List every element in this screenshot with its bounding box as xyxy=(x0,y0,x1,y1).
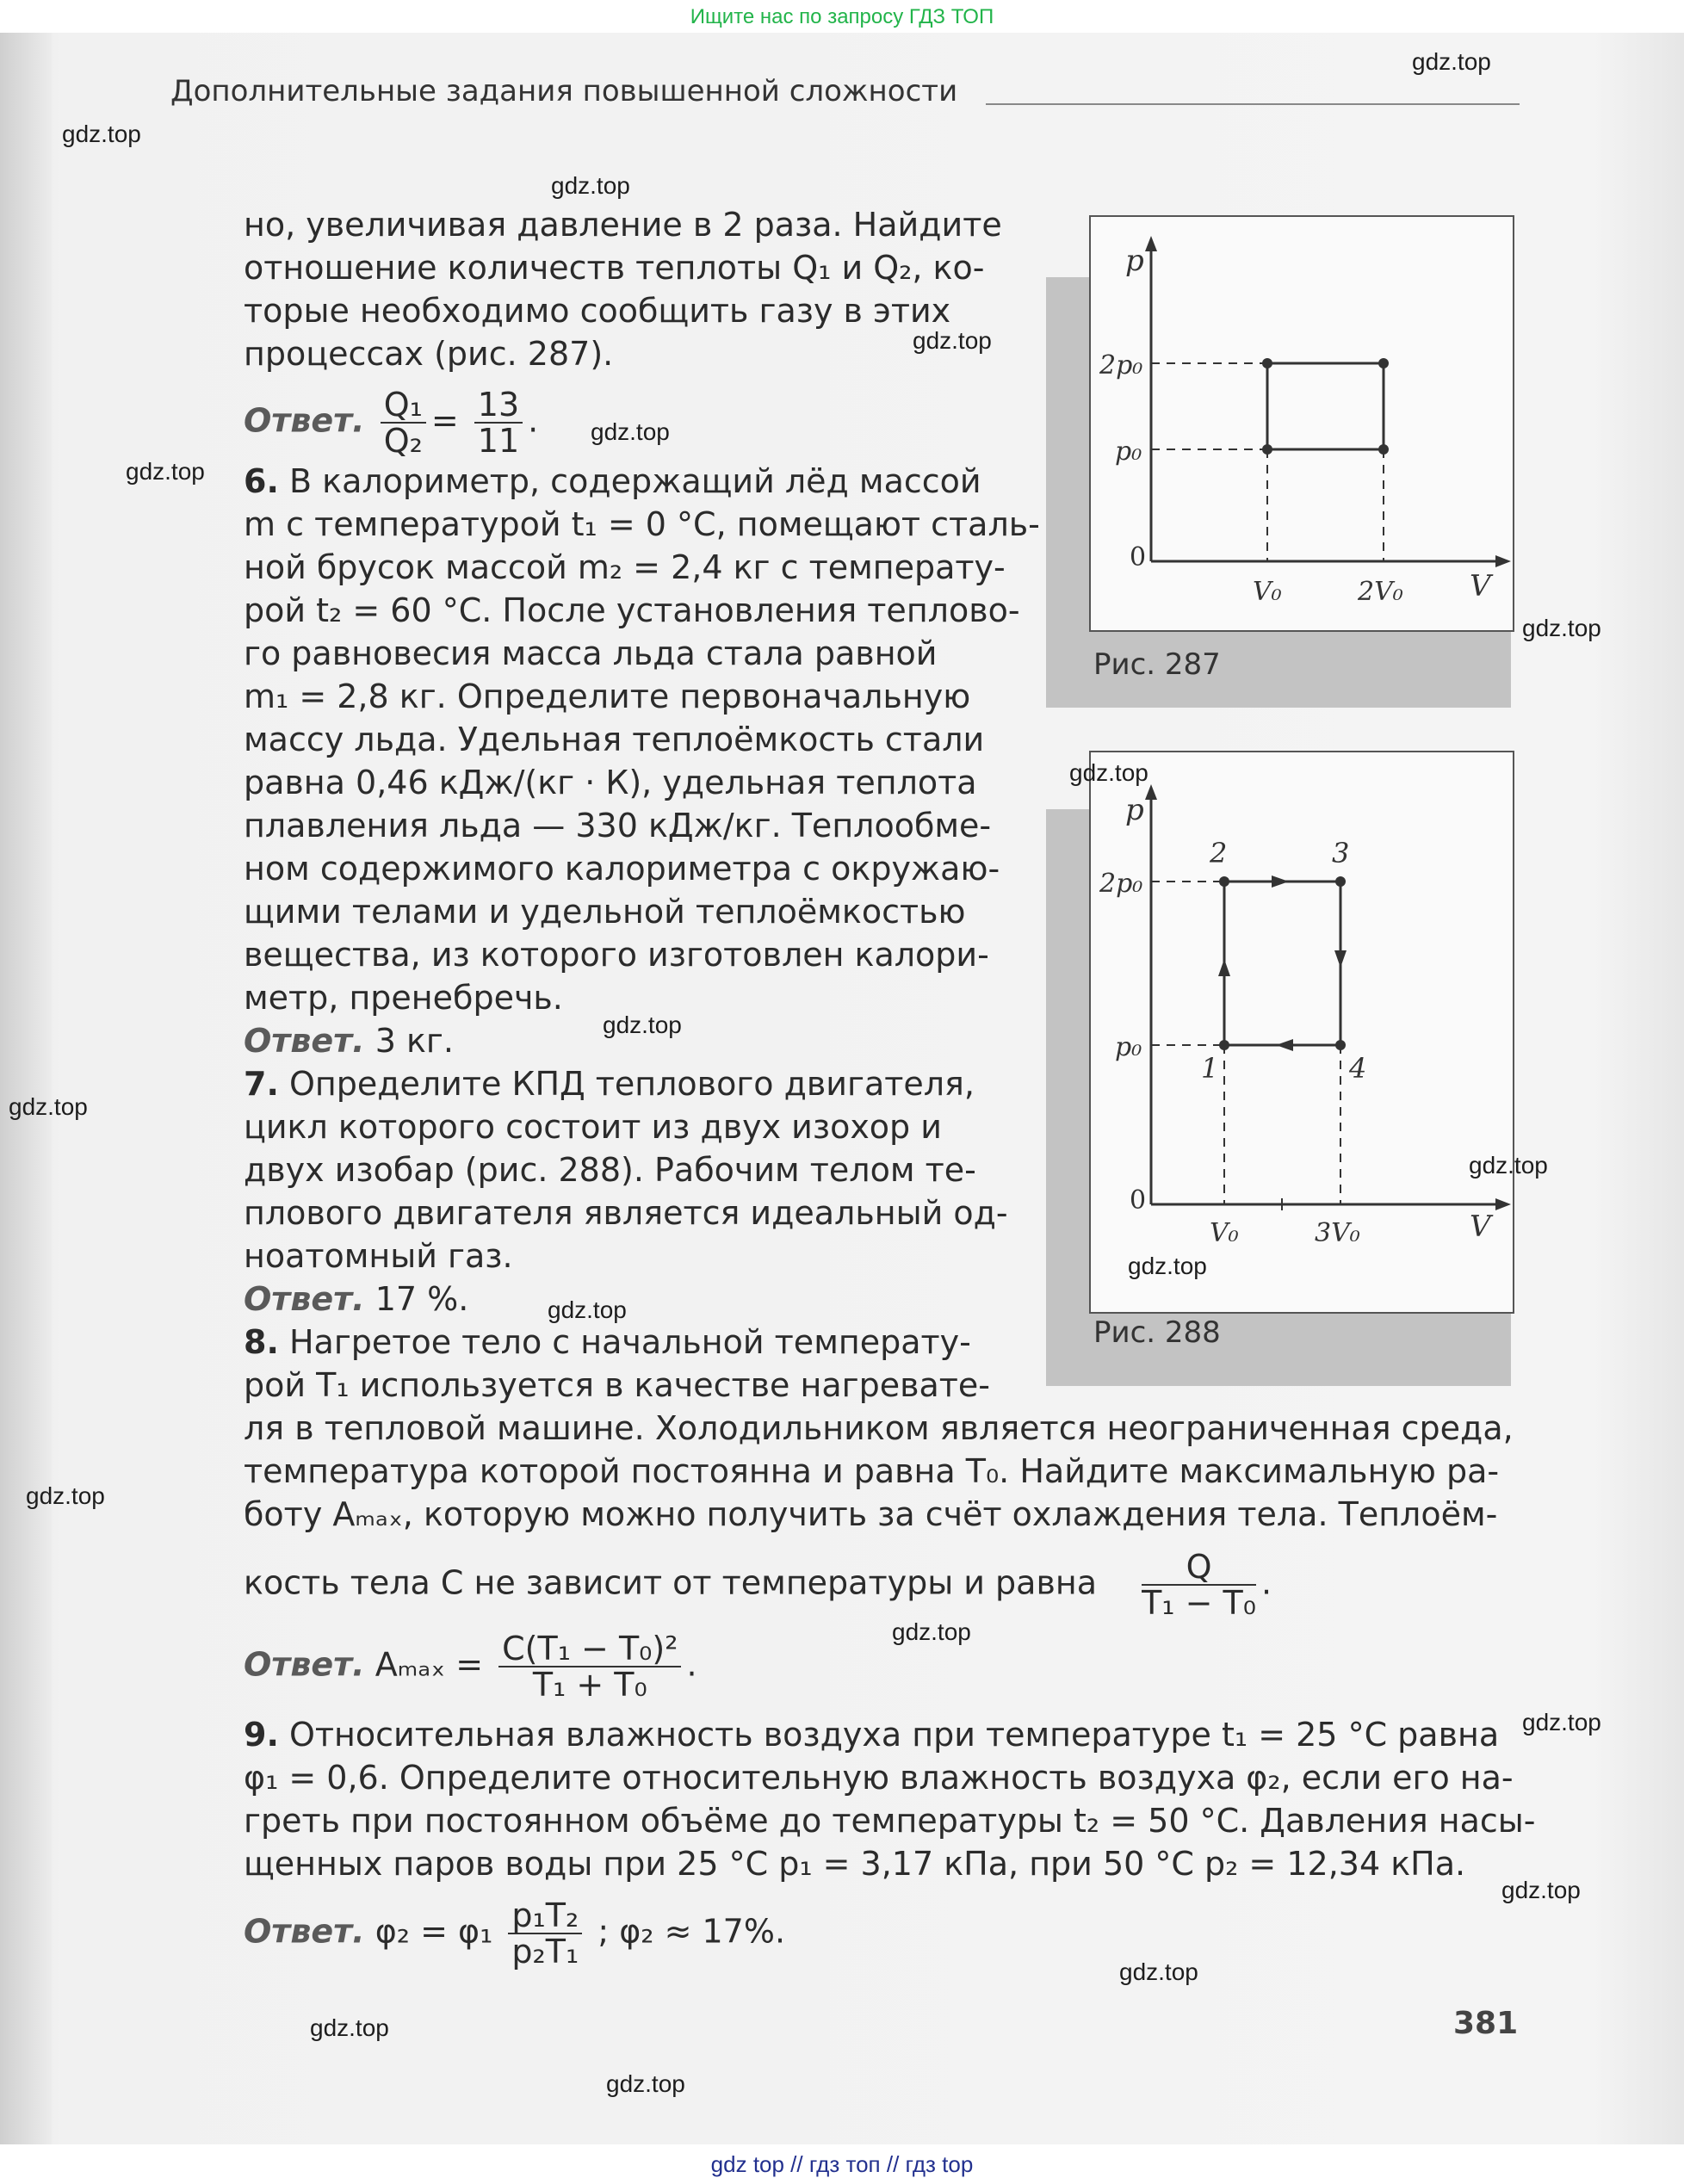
figure-288-plot xyxy=(1091,752,1513,1312)
text-line: плового двигателя является идеальный од- xyxy=(244,1194,1008,1232)
text-line: щими телами и удельной теплоёмкостью xyxy=(244,893,966,931)
watermark: gdz.top xyxy=(913,327,992,354)
answer-value: 17 %. xyxy=(375,1280,469,1318)
bottom-banner[interactable]: gdz top // гдз топ // гдз top xyxy=(0,2144,1684,2184)
answer-rhs: ; φ₂ ≈ 17%. xyxy=(597,1912,786,1951)
answer-8: Ответ. Aₘₐₓ = $\frac{\text{C(T₁ − T₀)²}}{\text{T₁ + T₀}}$ . xyxy=(244,1630,697,1704)
x-tick-label: 2V₀ xyxy=(1358,577,1403,607)
y-tick-label: 2p₀ xyxy=(1099,350,1143,380)
state-point xyxy=(1378,358,1389,368)
problem-number: 7. xyxy=(244,1065,279,1103)
watermark: gdz.top xyxy=(1069,759,1148,786)
state-point xyxy=(1219,876,1229,887)
arrow-right-icon xyxy=(1272,875,1289,888)
text-line: метр, пренебречь. xyxy=(244,979,563,1017)
text-line: m₁ = 2,8 кг. Определите первоначальную xyxy=(244,677,971,715)
text-line: греть при постоянном объёме до температуры t₂ = 50 °С. Давления насы- xyxy=(244,1802,1536,1840)
fraction-numerator: C(T₁ − T₀)² xyxy=(498,1631,681,1667)
watermark: gdz.top xyxy=(551,172,630,199)
answer-label: Ответ. xyxy=(244,1280,365,1318)
text-line: плавления льда — 330 кДж/кг. Теплообме- xyxy=(244,807,992,845)
answer-label: Ответ. xyxy=(244,1022,365,1060)
text-line: го равновесия масса льда стала равной xyxy=(244,634,938,672)
answer-6 xyxy=(244,1019,454,1062)
watermark: gdz.top xyxy=(591,418,670,445)
watermark: gdz.top xyxy=(26,1482,105,1509)
answer-label: Ответ. xyxy=(244,1912,365,1951)
arrow-left-icon xyxy=(1276,1039,1293,1051)
top-banner[interactable]: Ищите нас по запросу ГДЗ ТОП xyxy=(0,0,1684,33)
process-rectangle xyxy=(1267,363,1384,449)
figure-287 xyxy=(1089,215,1514,632)
watermark: gdz.top xyxy=(9,1093,88,1120)
text-line: m с температурой t₁ = 0 °С, помещают сталь- xyxy=(244,505,1040,543)
state-point xyxy=(1262,358,1272,368)
text-line: ля в тепловой машине. Холодильником является неограниченная среда, xyxy=(244,1409,1514,1447)
text-line: но, увеличивая давление в 2 раза. Найдите xyxy=(244,206,1002,244)
state-point xyxy=(1262,444,1272,455)
fraction-denominator: Q₂ xyxy=(383,422,423,460)
text-line: Определите КПД теплового двигателя, xyxy=(288,1065,975,1103)
state-label: 2 xyxy=(1210,837,1228,869)
x-axis-arrow-icon xyxy=(1495,1198,1511,1210)
answer-lhs: Aₘₐₓ = xyxy=(375,1645,484,1684)
fraction-heat-capacity xyxy=(1142,1550,1256,1620)
arrow-down-icon xyxy=(1334,950,1347,968)
fraction-value xyxy=(474,387,523,458)
y-tick-label: 2p₀ xyxy=(1099,869,1143,899)
x-axis-label: V xyxy=(1470,569,1491,603)
text-line: боту Aₘₐₓ, которую можно получить за счёт охлаждения тела. Теплоём- xyxy=(244,1495,1498,1533)
y-axis-arrow-icon xyxy=(1145,236,1157,251)
x-tick-label: V₀ xyxy=(1253,577,1282,607)
x-axis-label: V xyxy=(1470,1210,1491,1244)
watermark: gdz.top xyxy=(1469,1152,1548,1179)
text-line: ном содержимого калориметра с окружаю- xyxy=(244,850,1000,888)
problem-8-line xyxy=(244,1321,971,1364)
y-axis-label: p xyxy=(1125,793,1144,827)
page-header: Дополнительные задания повышенной сложности xyxy=(170,74,958,108)
state-point xyxy=(1378,444,1389,455)
watermark: gdz.top xyxy=(1522,615,1601,641)
watermark: gdz.top xyxy=(126,458,205,485)
watermark: gdz.top xyxy=(603,1012,682,1038)
answer-9 xyxy=(244,1898,785,1969)
text-line: кость тела C не зависит от температуры и равна xyxy=(244,1563,1097,1602)
header-rule xyxy=(986,103,1520,105)
text-line: температура которой постоянна и равна T₀. Найдите максимальную ра- xyxy=(244,1452,1500,1490)
y-axis-label: p xyxy=(1125,244,1144,278)
x-tick-label: V₀ xyxy=(1210,1218,1239,1248)
state-label: 1 xyxy=(1201,1052,1219,1085)
answer-label: Ответ. xyxy=(244,1645,365,1684)
x-axis-arrow-icon xyxy=(1495,555,1511,567)
origin-label: 0 xyxy=(1130,542,1147,572)
text-line: процессах (рис. 287). xyxy=(244,335,614,373)
watermark: gdz.top xyxy=(548,1296,627,1323)
text-line: щенных паров воды при 25 °С p₁ = 3,17 кПа, при 50 °С p₂ = 12,34 кПа. xyxy=(244,1845,1466,1883)
answer-lhs: φ₂ = φ₁ xyxy=(375,1912,493,1951)
text-line: В калориметр, содержащий лёд массой xyxy=(288,462,981,500)
fraction-denominator: T₁ + T₀ xyxy=(532,1666,647,1704)
answer-5: Ответ. $\frac{\text{Q₁}}{\text{Q₂}}$ = $\frac{13}{11}$ . xyxy=(244,386,539,460)
arrow-up-icon xyxy=(1218,959,1230,976)
text-line: равна 0,46 кДж/(кг · К), удельная теплота xyxy=(244,764,977,801)
figure-288 xyxy=(1089,751,1514,1314)
problem-number: 6. xyxy=(244,462,279,500)
fraction-q xyxy=(381,387,426,458)
fraction-numerator: 13 xyxy=(474,387,523,424)
text-line: Относительная влажность воздуха при температуре t₁ = 25 °С равна xyxy=(288,1716,1500,1754)
problem-number: 8. xyxy=(244,1323,279,1361)
x-tick-label: 3V₀ xyxy=(1315,1218,1360,1248)
watermark: gdz.top xyxy=(1522,1709,1601,1735)
answer-value: 3 кг. xyxy=(375,1022,454,1060)
fraction-numerator: Q₁ xyxy=(381,387,426,424)
text-line: ной брусок массой m₂ = 2,4 кг с температу- xyxy=(244,548,1006,586)
text-line: рой t₂ = 60 °С. После установления теплово- xyxy=(244,591,1020,629)
text-line: торые необходимо сообщить газу в этих xyxy=(244,292,951,330)
figure-287-plot xyxy=(1091,217,1513,630)
text-line: вещества, из которого изготовлен калори- xyxy=(244,936,989,974)
state-point xyxy=(1219,1040,1229,1050)
origin-label: 0 xyxy=(1130,1185,1147,1216)
problem-7-line xyxy=(244,1062,975,1105)
answer-7 xyxy=(244,1278,468,1321)
state-label: 4 xyxy=(1349,1052,1367,1085)
y-tick-label: p₀ xyxy=(1115,1032,1142,1062)
problem-number: 9. xyxy=(244,1716,279,1754)
problem-9-line xyxy=(244,1713,1499,1756)
text-line: отношение количеств теплоты Q₁ и Q₂, ко- xyxy=(244,249,985,287)
watermark: gdz.top xyxy=(1412,48,1491,75)
problem-6-line xyxy=(244,460,981,503)
watermark: gdz.top xyxy=(310,2014,389,2041)
answer-label: Ответ. xyxy=(244,401,365,440)
watermark: gdz.top xyxy=(1128,1253,1207,1279)
figure-287-caption: Рис. 287 xyxy=(1093,647,1221,682)
text-line: Нагретое тело с начальной температу- xyxy=(288,1323,971,1361)
text-line-with-fraction: кость тела C не зависит от температуры и равна $\frac{Q}{\text{T₁ − T₀}}$ . xyxy=(244,1548,1272,1622)
fraction-work xyxy=(498,1631,681,1702)
watermark: gdz.top xyxy=(62,121,141,147)
text-line: ноатомный газ. xyxy=(244,1237,513,1275)
state-label: 3 xyxy=(1332,837,1350,869)
watermark: gdz.top xyxy=(1501,1877,1581,1903)
text-line: φ₁ = 0,6. Определите относительную влажность воздуха φ₂, если его на- xyxy=(244,1759,1514,1797)
book-spine-shadow xyxy=(0,0,52,2184)
state-point xyxy=(1335,1040,1346,1050)
text-line: рой T₁ используется в качестве нагревате- xyxy=(244,1366,991,1404)
watermark: gdz.top xyxy=(892,1618,971,1645)
fraction-humidity xyxy=(508,1898,582,1969)
watermark: gdz.top xyxy=(1119,1958,1198,1985)
fraction-denominator: T₁ − T₀ xyxy=(1142,1584,1256,1622)
watermark: gdz.top xyxy=(606,2070,685,2097)
fraction-numerator: Q xyxy=(1142,1550,1256,1586)
figure-288-caption: Рис. 288 xyxy=(1093,1315,1221,1350)
fraction-denominator: p₂T₁ xyxy=(511,1933,579,1971)
text-line: цикл которого состоит из двух изохор и xyxy=(244,1108,942,1146)
text-line: двух изобар (рис. 288). Рабочим телом те- xyxy=(244,1151,976,1189)
state-point xyxy=(1335,876,1346,887)
fraction-numerator: p₁T₂ xyxy=(508,1898,582,1934)
page-number: 381 xyxy=(1453,2006,1519,2041)
fraction-denominator: 11 xyxy=(477,422,520,460)
y-tick-label: p₀ xyxy=(1115,436,1142,467)
text-line: массу льда. Удельная теплоёмкость стали xyxy=(244,721,985,758)
